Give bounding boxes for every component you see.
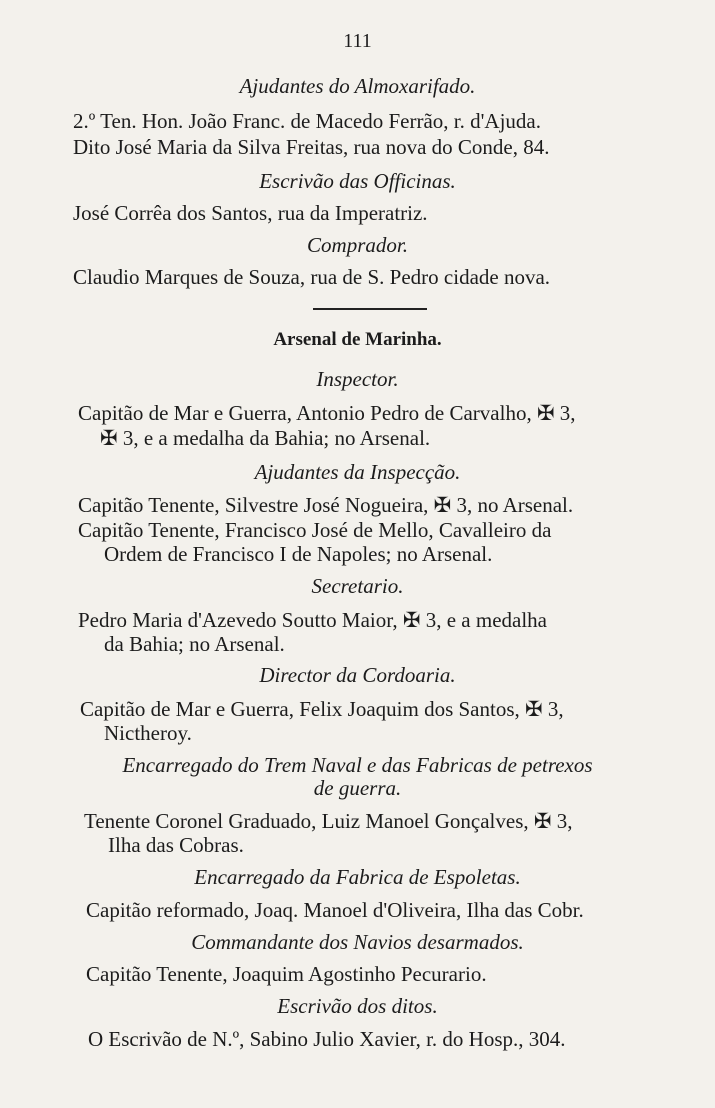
entry-line: ✠ 3, e a medalha da Bahia; no Arsenal. — [100, 426, 431, 450]
entry-line: da Bahia; no Arsenal. — [104, 632, 285, 656]
entry-line: Capitão reformado, Joaq. Manoel d'Oliveira, Ilha das Cobr. — [86, 898, 584, 922]
entry-line: 2.º Ten. Hon. João Franc. de Macedo Ferrão, r. d'Ajuda. — [73, 109, 541, 133]
entry-line: Pedro Maria d'Azevedo Soutto Maior, ✠ 3, e a medalha — [78, 608, 547, 632]
entry-line: Capitão Tenente, Silvestre José Nogueira, ✠ 3, no Arsenal. — [78, 493, 574, 517]
entry-line: Tenente Coronel Graduado, Luiz Manoel Gonçalves, ✠ 3, — [84, 809, 573, 833]
section-heading: Encarregado do Trem Naval e das Fabricas de petrexos — [122, 753, 593, 777]
section-heading: Inspector. — [316, 367, 399, 391]
entry-line: Nictheroy. — [104, 721, 192, 745]
section-heading: Ajudantes do Almoxarifado. — [239, 74, 476, 98]
entry-line: Claudio Marques de Souza, rua de S. Pedro cidade nova. — [73, 265, 551, 289]
section-heading: Ajudantes da Inspecção. — [254, 460, 461, 484]
page-number: 111 — [343, 30, 372, 52]
entry-line: O Escrivão de N.º, Sabino Julio Xavier, r. do Hosp., 304. — [88, 1027, 566, 1051]
section-heading: Encarregado da Fabrica de Espoletas. — [194, 865, 521, 889]
section-heading: Director da Cordoaria. — [259, 663, 456, 687]
section-divider — [313, 308, 427, 310]
entry-line: Capitão Tenente, Joaquim Agostinho Pecurario. — [86, 962, 487, 986]
entry-line: José Corrêa dos Santos, rua da Imperatriz. — [73, 201, 428, 225]
section-heading: Secretario. — [311, 574, 404, 598]
section-heading: Escrivão das Officinas. — [259, 169, 456, 193]
entry-line: Capitão de Mar e Guerra, Felix Joaquim dos Santos, ✠ 3, — [80, 697, 564, 721]
section-heading: Escrivão dos ditos. — [277, 994, 438, 1018]
arsenal-title: Arsenal de Marinha. — [273, 329, 442, 350]
entry-line: Ilha das Cobras. — [108, 833, 244, 857]
entry-line: Ordem de Francisco I de Napoles; no Arsenal. — [104, 542, 493, 566]
entry-line: Dito José Maria da Silva Freitas, rua nova do Conde, 84. — [73, 135, 550, 159]
entry-line: Capitão Tenente, Francisco José de Mello, Cavalleiro da — [78, 518, 552, 542]
section-heading-cont: de guerra. — [313, 776, 402, 800]
section-heading: Commandante dos Navios desarmados. — [191, 930, 524, 954]
section-heading: Comprador. — [307, 233, 408, 257]
entry-line: Capitão de Mar e Guerra, Antonio Pedro de Carvalho, ✠ 3, — [78, 401, 576, 425]
